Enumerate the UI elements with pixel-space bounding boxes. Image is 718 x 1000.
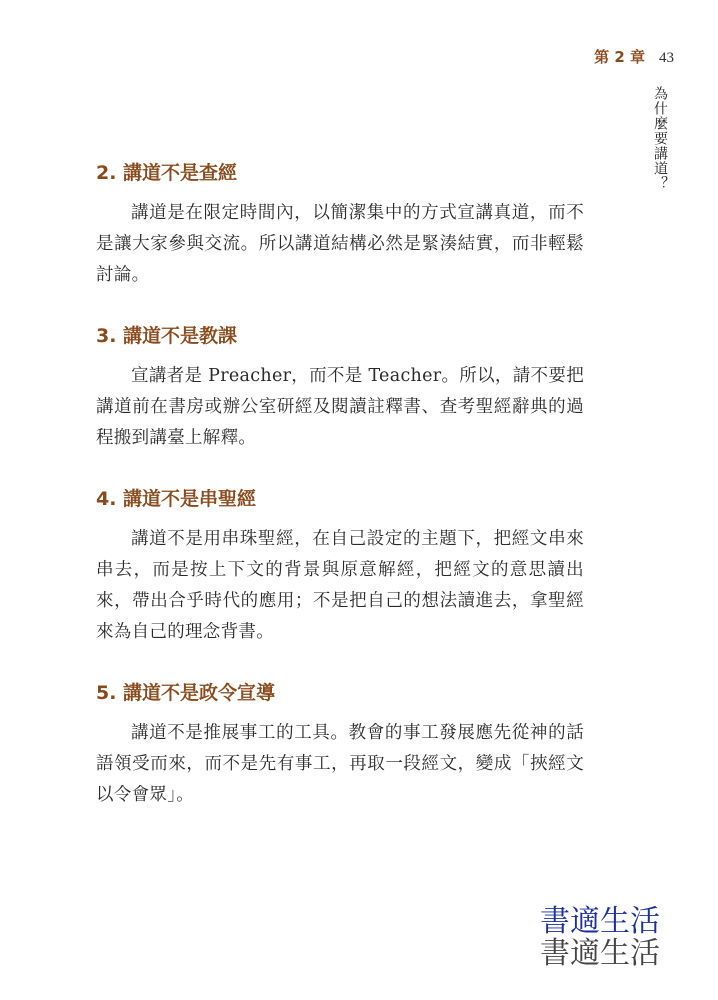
section-heading: 2. 講道不是查經 <box>96 162 238 184</box>
section-paragraph: 講道不是用串珠聖經，在自己設定的主題下，把經文串來串去，而是按上下文的背景與原意解經，把經文的意思讀出來，帶出合乎時代的應用；不是把自己的想法讀進去，拿聖經來為自己的理念背書。 <box>96 529 584 642</box>
watermark-line: 書適生活 <box>540 936 660 971</box>
publisher-watermark <box>540 906 660 970</box>
section-4 <box>96 486 584 648</box>
section-heading: 3. 講道不是教課 <box>96 325 238 347</box>
page-body <box>96 160 584 843</box>
chapter-label: 第 2 章 <box>594 48 645 66</box>
section-paragraph: 宣講者是 Preacher，而不是 Teacher。所以，請不要把講道前在書房或辦公室研經及閱讀註釋書、查考聖經辭典的過程搬到講臺上解釋。 <box>96 366 584 448</box>
section-2 <box>96 160 584 291</box>
section-paragraph: 講道不是推展事工的工具。教會的事工發展應先從神的話語領受而來，而不是先有事工，再取一段經文，變成「挾經文以令會眾」。 <box>96 723 584 805</box>
section-heading: 4. 講道不是串聖經 <box>96 488 257 510</box>
watermark-line: 書適生活 <box>540 904 660 939</box>
running-title: 為什麼要講道？ <box>652 86 668 191</box>
section-paragraph: 講道是在限定時間內，以簡潔集中的方式宣講真道，而不是讓大家參與交流。所以講道結構必然是緊湊結實，而非輕鬆討論。 <box>96 203 584 285</box>
section-5 <box>96 680 584 811</box>
section-heading: 5. 講道不是政令宣導 <box>96 682 276 704</box>
page-number: 43 <box>659 50 674 66</box>
page-header <box>594 46 674 67</box>
section-3 <box>96 323 584 454</box>
